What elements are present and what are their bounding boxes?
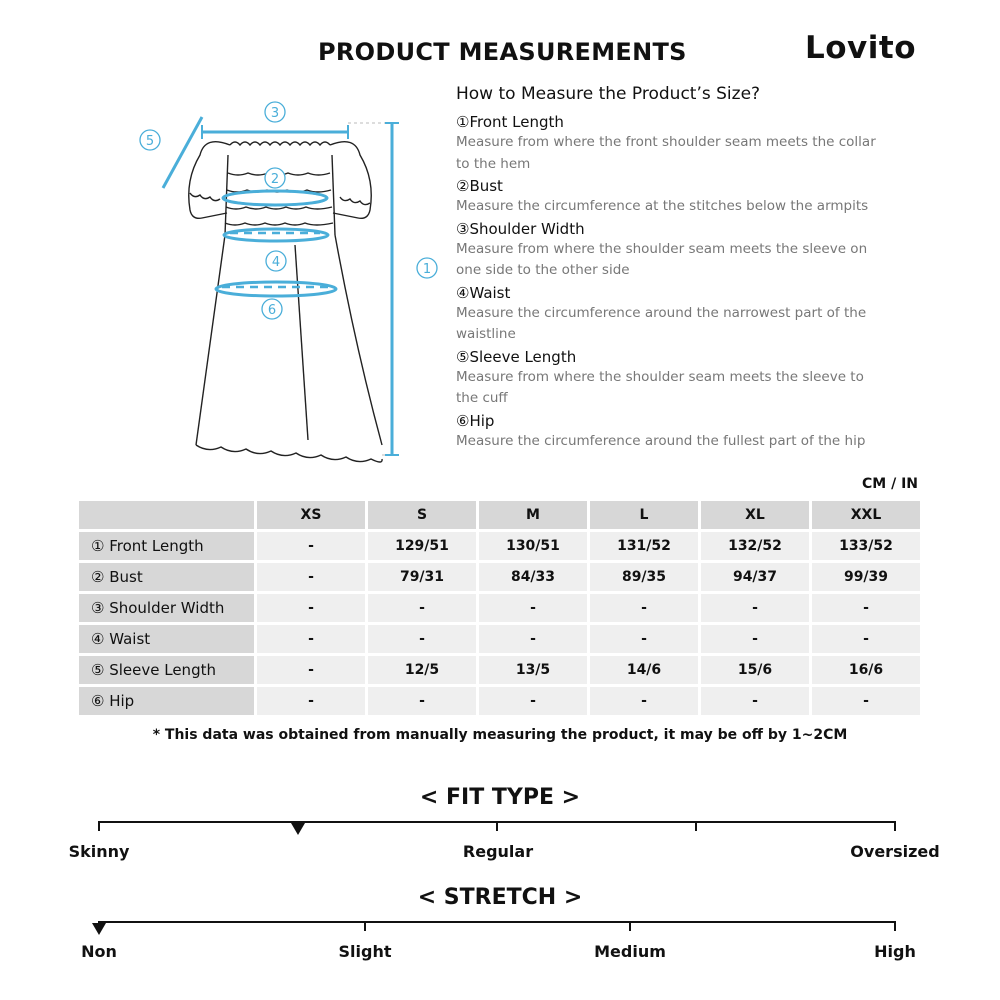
table-row — [79, 656, 920, 684]
size-header: XS — [257, 501, 365, 529]
table-corner-cell — [79, 501, 254, 529]
how-to-measure-title: How to Measure the Product’s Size? — [456, 84, 761, 104]
measure-name: ③Shoulder Width — [456, 219, 585, 238]
measurement-note: * This data was obtained from manually measuring the product, it may be off by 1~2CM — [152, 727, 848, 743]
table-cell: - — [812, 687, 920, 715]
fit-type-title: < FIT TYPE > — [419, 785, 581, 810]
measure-desc: Measure from where the front shoulder seam meets the collar to the hem — [456, 134, 876, 172]
stretch-title: < STRETCH > — [417, 885, 583, 910]
measure-name: ⑥Hip — [456, 411, 495, 430]
row-label: ⑤ Sleeve Length — [79, 656, 254, 684]
table-cell: - — [368, 687, 476, 715]
table-cell: - — [812, 594, 920, 622]
stretch-scale-line — [98, 921, 896, 923]
row-label: ④ Waist — [79, 625, 254, 653]
measure-desc: Measure the circumference at the stitches below the armpits — [456, 198, 869, 214]
table-cell: 14/6 — [590, 656, 698, 684]
table-cell: 89/35 — [590, 563, 698, 591]
measure-item-waist — [456, 284, 886, 346]
table-cell: 133/52 — [812, 532, 920, 560]
table-row — [79, 625, 920, 653]
table-row — [79, 532, 920, 560]
marker-6-label: 6 — [267, 303, 277, 318]
marker-4-label: 4 — [271, 255, 281, 270]
fit-type-label: Regular — [462, 842, 534, 861]
table-cell: 130/51 — [479, 532, 587, 560]
table-cell: - — [368, 625, 476, 653]
size-header: L — [590, 501, 698, 529]
table-cell: - — [257, 687, 365, 715]
table-cell: 129/51 — [368, 532, 476, 560]
table-cell: - — [257, 656, 365, 684]
stretch-tick — [629, 921, 631, 931]
table-cell: - — [590, 625, 698, 653]
measure-item-front-length — [456, 113, 886, 175]
measure-name: ①Front Length — [456, 113, 564, 131]
row-label: ③ Shoulder Width — [79, 594, 254, 622]
measure-item-bust — [456, 177, 886, 218]
measure-desc: Measure the circumference around the fullest part of the hip — [456, 432, 866, 449]
row-label: ② Bust — [79, 563, 254, 591]
stretch-label: Non — [81, 942, 117, 961]
table-row — [79, 687, 920, 715]
measure-desc: Measure the circumference around the narrowest part of the waistline — [456, 304, 867, 342]
measure-item-sleeve-length — [456, 348, 886, 410]
marker-2-label: 2 — [270, 172, 280, 187]
measure-item-hip — [456, 412, 886, 453]
fit-type-tick — [98, 821, 100, 831]
fit-type-tick — [695, 821, 697, 831]
table-cell: - — [257, 594, 365, 622]
table-cell: - — [701, 625, 809, 653]
table-cell: - — [479, 687, 587, 715]
dress-measurement-diagram — [130, 95, 450, 465]
marker-3-label: 3 — [270, 106, 280, 121]
how-to-measure-section — [456, 84, 886, 454]
stretch-tick — [364, 921, 366, 931]
table-row — [79, 594, 920, 622]
stretch-tick — [894, 921, 896, 931]
table-header-row — [79, 501, 920, 529]
size-header: XL — [701, 501, 809, 529]
table-cell: - — [257, 532, 365, 560]
table-cell: - — [479, 625, 587, 653]
size-header: XXL — [812, 501, 920, 529]
fit-type-label: Oversized — [850, 842, 940, 861]
table-cell: 13/5 — [479, 656, 587, 684]
measure-name: ②Bust — [456, 177, 503, 195]
table-cell: 99/39 — [812, 563, 920, 591]
table-cell: 131/52 — [590, 532, 698, 560]
stretch-label: Slight — [338, 942, 392, 961]
fit-type-marker — [291, 823, 305, 835]
size-header: M — [479, 501, 587, 529]
table-cell: 94/37 — [701, 563, 809, 591]
size-header: S — [368, 501, 476, 529]
table-cell: - — [257, 625, 365, 653]
page-title: PRODUCT MEASUREMENTS — [318, 38, 687, 66]
row-label: ① Front Length — [79, 532, 254, 560]
marker-5-label: 5 — [145, 134, 155, 149]
table-cell: 15/6 — [701, 656, 809, 684]
table-cell: - — [701, 687, 809, 715]
measure-desc: Measure from where the shoulder seam meets the sleeve to the cuff — [456, 368, 864, 406]
brand-logo: Lovito — [805, 30, 917, 66]
marker-1-label: 1 — [422, 262, 432, 277]
measure-name: ⑤Sleeve Length — [456, 347, 577, 366]
stretch-label: Medium — [594, 942, 666, 961]
measure-item-shoulder-width — [456, 220, 886, 282]
table-cell: 84/33 — [479, 563, 587, 591]
row-label: ⑥ Hip — [79, 687, 254, 715]
table-row — [79, 563, 920, 591]
table-cell: - — [590, 687, 698, 715]
table-cell: - — [701, 594, 809, 622]
fit-type-tick — [894, 821, 896, 831]
measure-desc: Measure from where the shoulder seam meets the sleeve on one side to the other side — [456, 240, 868, 278]
stretch-label: High — [874, 942, 916, 961]
table-cell: 16/6 — [812, 656, 920, 684]
table-cell: - — [812, 625, 920, 653]
table-cell: - — [479, 594, 587, 622]
table-cell: 12/5 — [368, 656, 476, 684]
units-label: CM / IN — [862, 476, 918, 492]
table-cell: - — [590, 594, 698, 622]
fit-type-label: Skinny — [68, 842, 130, 861]
fit-type-tick — [496, 821, 498, 831]
table-cell: 79/31 — [368, 563, 476, 591]
table-cell: - — [368, 594, 476, 622]
size-chart-table — [76, 498, 923, 718]
table-cell: 132/52 — [701, 532, 809, 560]
table-cell: - — [257, 563, 365, 591]
stretch-marker — [92, 923, 106, 935]
measure-name: ④Waist — [456, 283, 511, 302]
